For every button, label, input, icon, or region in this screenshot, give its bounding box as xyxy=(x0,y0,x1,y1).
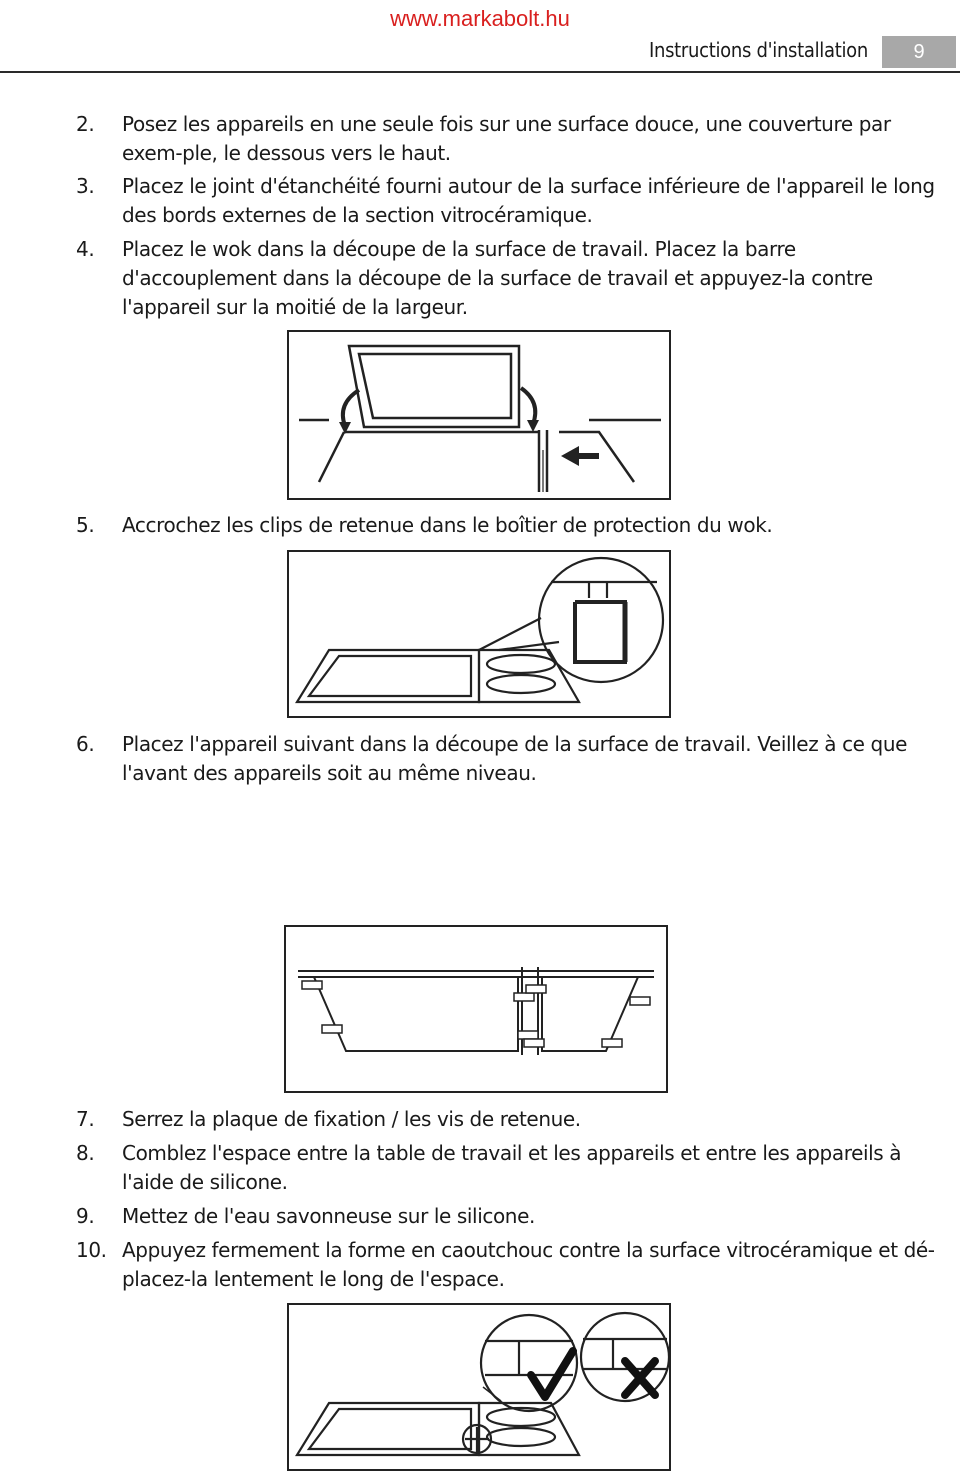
figure-retaining-clips-drawing xyxy=(289,552,669,716)
step-text: Mettez de l'eau savonneuse sur le silicone. xyxy=(122,1204,535,1228)
page-header-title: Instructions d'installation xyxy=(649,38,868,62)
step-number: 3. xyxy=(76,174,95,198)
step-7 xyxy=(76,1105,952,1134)
step-number: 4. xyxy=(76,237,95,261)
step-8 xyxy=(76,1139,952,1197)
figure-silicone-joint-drawing xyxy=(289,1305,669,1469)
step-9 xyxy=(76,1202,952,1231)
step-text: Posez les appareils en une seule fois sur une surface douce, une couverture par exem-ple, le dessous vers le haut. xyxy=(122,112,891,165)
figure-retaining-clips xyxy=(287,550,671,718)
step-text: Placez l'appareil suivant dans la découpe de la surface de travail. Veillez à ce que l'avant des appareils soit au même niveau. xyxy=(122,732,908,785)
step-text: Accrochez les clips de retenue dans le boîtier de protection du wok. xyxy=(122,513,773,537)
watermark-url[interactable]: www.markabolt.hu xyxy=(390,6,570,31)
step-text: Comblez l'espace entre la table de travail et les appareils et entre les appareils à l'aide de silicone. xyxy=(122,1141,902,1194)
step-4 xyxy=(76,235,952,322)
figure-appliances-aligned xyxy=(284,925,668,1093)
page-number: 9 xyxy=(882,36,956,68)
step-number: 8. xyxy=(76,1141,95,1165)
step-3 xyxy=(76,172,952,230)
step-number: 9. xyxy=(76,1204,95,1228)
curved-arrow-icon xyxy=(521,388,539,432)
step-text: Serrez la plaque de fixation / les vis de retenue. xyxy=(122,1107,581,1131)
figure-wok-insertion-drawing xyxy=(289,332,669,498)
step-number: 2. xyxy=(76,112,95,136)
curved-arrow-icon xyxy=(339,390,359,434)
step-number: 6. xyxy=(76,732,95,756)
step-text: Appuyez fermement la forme en caoutchouc contre la surface vitrocéramique et dé-placez-la lentement le long de l'espace. xyxy=(122,1238,935,1291)
step-text: Placez le joint d'étanchéité fourni autour de la surface inférieure de l'appareil le long des bords externes de la section vitrocéramique. xyxy=(122,174,935,227)
step-5 xyxy=(76,511,952,540)
header-divider xyxy=(0,71,960,73)
step-2 xyxy=(76,110,952,168)
step-text: Placez le wok dans la découpe de la surface de travail. Placez la barre d'accouplement dans la découpe de la surface de travail et appuyez-la contre l'appareil sur la moitié de la largeur. xyxy=(122,237,873,319)
step-10 xyxy=(76,1236,952,1294)
step-number: 5. xyxy=(76,513,95,537)
figure-wok-insertion xyxy=(287,330,671,500)
left-arrow-icon xyxy=(561,446,599,466)
step-6 xyxy=(76,730,952,788)
figure-silicone-joint xyxy=(287,1303,671,1471)
cross-icon xyxy=(625,1361,655,1395)
step-number: 7. xyxy=(76,1107,95,1131)
figure-appliances-aligned-drawing xyxy=(286,927,666,1091)
step-number: 10. xyxy=(76,1238,107,1262)
